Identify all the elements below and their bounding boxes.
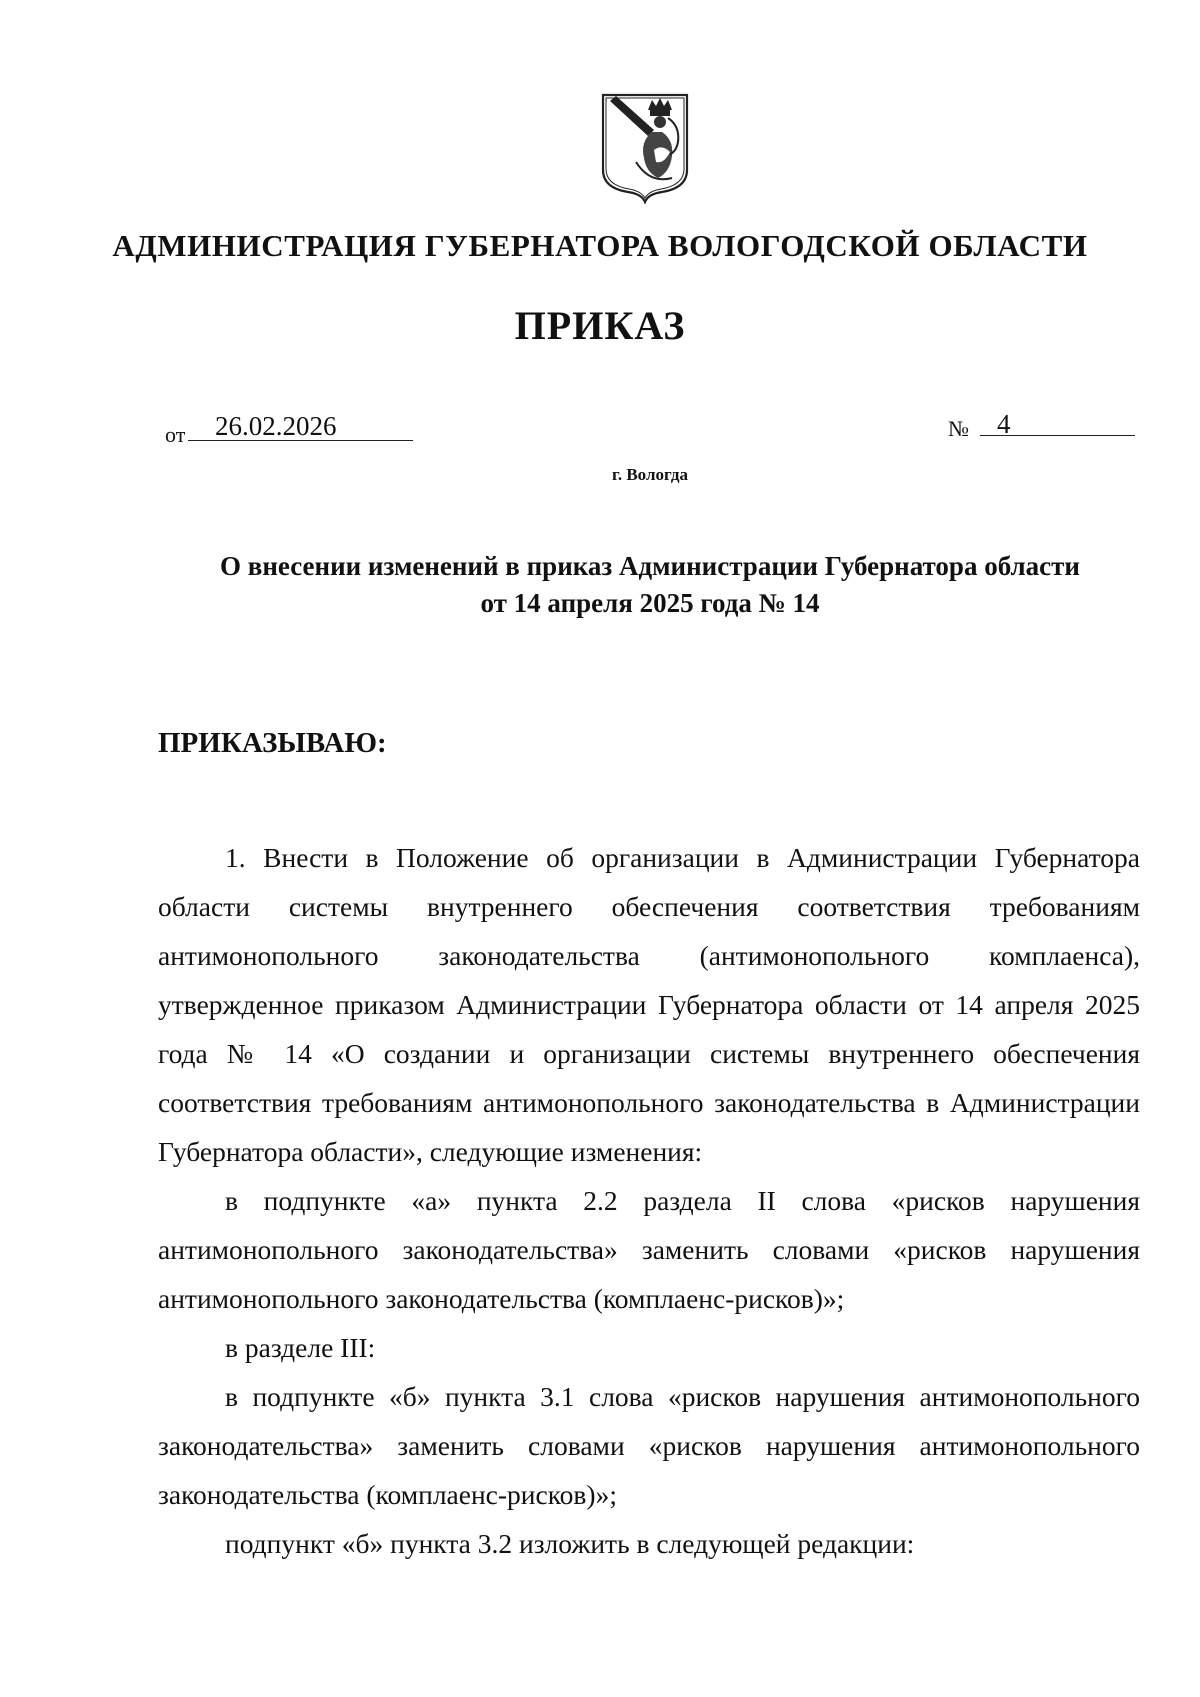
document-subject bbox=[150, 548, 1150, 622]
organization-title: АДМИНИСТРАЦИЯ ГУБЕРНАТОРА ВОЛОГОДСКОЙ ОБЛАСТИ bbox=[112, 228, 1088, 263]
body-paragraph: в подпункте «а» пункта 2.2 раздела II слова «рисков нарушения антимонопольного законодательства» заменить словами «рисков нарушения антимонопольного законодательства (комплаенс-рисков)»; bbox=[158, 1185, 1140, 1314]
document-number: 4 bbox=[997, 409, 1011, 439]
date-label: от bbox=[165, 422, 186, 447]
document-body bbox=[158, 833, 1140, 1568]
document-type-title: ПРИКАЗ bbox=[514, 303, 686, 348]
body-paragraph: в разделе III: bbox=[225, 1332, 376, 1363]
order-word: ПРИКАЗЫВАЮ: bbox=[158, 727, 387, 759]
number-label: № bbox=[948, 416, 969, 441]
document-date: 26.02.2026 bbox=[215, 411, 337, 441]
subject-line-1: О внесении изменений в приказ Администрации Губернатора области bbox=[220, 551, 1080, 581]
body-paragraph: подпункт «б» пункта 3.2 изложить в следующей редакции: bbox=[225, 1528, 915, 1559]
body-paragraph: в подпункте «б» пункта 3.1 слова «рисков нарушения антимонопольного законодательства» заменить словами «рисков нарушения антимонопольного законодательства (комплаенс-рисков)»; bbox=[158, 1381, 1140, 1510]
body-paragraph: 1. Внести в Положение об организации в Администрации Губернатора области системы внутреннего обеспечения соответствия требованиям антимонопольного законодательства (антимонопольного комплаенса), утвержденное приказом Администрации Губернатора области от 14 апреля 2025 года № 14 «О создании и организации системы внутреннего обеспечения соответствия требованиям антимонопольного законодательства в Администрации Губернатора области», следующие изменения: bbox=[158, 842, 1140, 1167]
subject-line-2: от 14 апреля 2025 года № 14 bbox=[480, 588, 820, 618]
coat-of-arms-icon bbox=[600, 92, 690, 204]
city-line: г. Вологда bbox=[612, 465, 688, 484]
